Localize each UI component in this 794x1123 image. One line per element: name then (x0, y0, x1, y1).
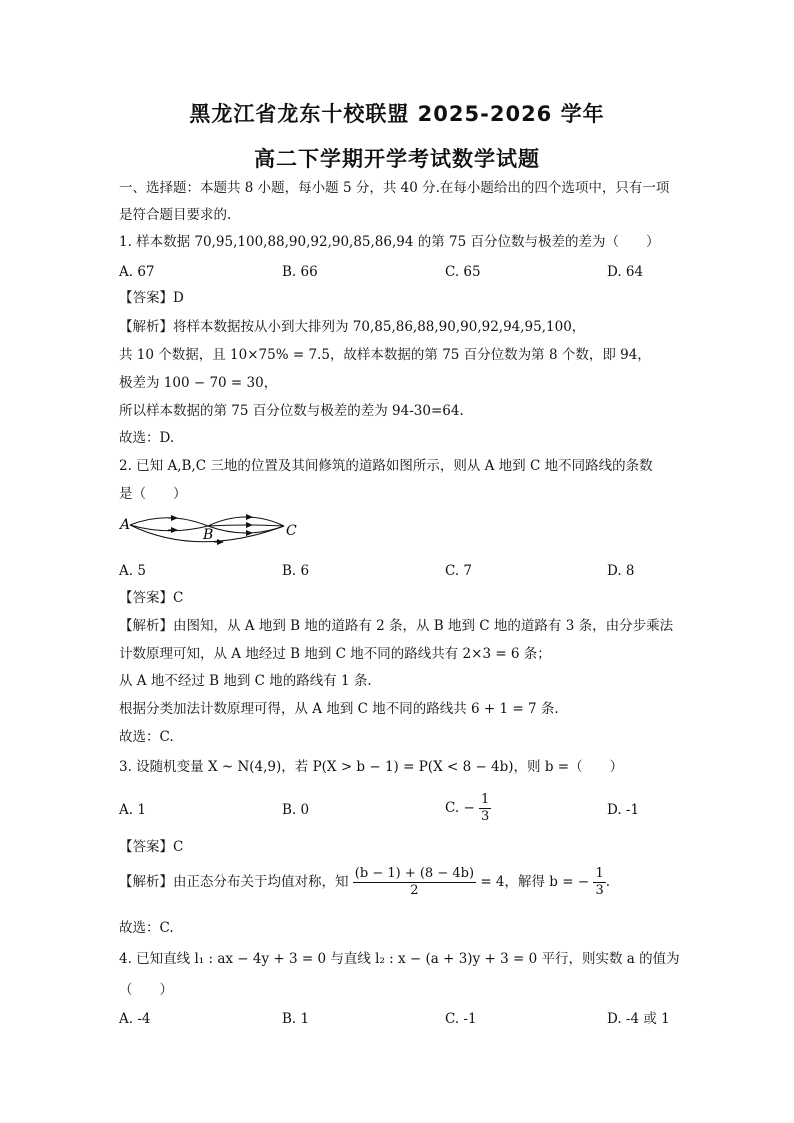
q4-stem-1: 4. 已知直线 l₁ : ax − 4y + 3 = 0 与直线 l₂ : x − (a + 3)y + 3 = 0 平行，则实数 a 的值为 (119, 951, 680, 967)
q3-option-d: D. -1 (607, 802, 640, 818)
q3-option-c-fraction (479, 792, 491, 825)
q1-stem: 1. 样本数据 70,95,100,88,90,92,90,85,86,94 的第 75 百分位数与极差的差为（ ） (119, 234, 660, 250)
q3-stem: 3. 设随机变量 X ~ N(4,9)，若 P(X > b − 1) = P(X < 8 − 4b)，则 b =（ ） (119, 759, 624, 775)
q1-analysis-4: 所以样本数据的第 75 百分位数与极差的差为 94-30=64. (119, 403, 464, 419)
route-diagram (118, 510, 308, 555)
q4-option-d: D. -4 或 1 (607, 1011, 670, 1027)
q2-stem-1: 2. 已知 A,B,C 三地的位置及其间修筑的道路如图所示，则从 A 地到 C 地不同路线的条数 (119, 458, 653, 474)
q2-analysis-1: 【解析】由图知，从 A 地到 B 地的道路有 2 条，从 B 地到 C 地的道路有 3 条，由分步乘法 (119, 618, 674, 634)
road-a-b-upper (130, 518, 208, 526)
q2-analysis-3: 从 A 地不经过 B 地到 C 地的路线有 1 条. (119, 673, 372, 689)
q2-stem-2: 是（ ） (119, 486, 187, 502)
q3-analysis-result-denominator: 3 (595, 883, 604, 898)
q3-analysis-denominator: 2 (410, 883, 419, 898)
section-instructions-2: 是符合题目要求的. (119, 207, 232, 223)
q3-analysis-result-numerator: 1 (595, 866, 604, 881)
title-line-2: 高二下学期开学考试数学试题 (254, 147, 540, 171)
q1-analysis-5: 故选：D. (119, 430, 175, 446)
q3-option-c-numerator: 1 (481, 792, 490, 807)
q2-analysis-4: 根据分类加法计数原理可得，从 A 地到 C 地不同的路线共 6 + 1 = 7 条. (119, 701, 559, 717)
q4-stem-2: （ ） (119, 982, 173, 998)
q2-option-d: D. 8 (607, 563, 635, 579)
q1-analysis-1: 【解析】将样本数据按从小到大排列为 70,85,86,88,90,90,92,94,95,100， (119, 319, 586, 335)
q3-analysis-end: . (605, 874, 611, 890)
q3-analysis-prefix: 【解析】由正态分布关于均值对称，知 (119, 874, 349, 890)
q3-analysis-numerator: (b − 1) + (8 − 4b) (354, 866, 475, 881)
q3-analysis-fraction (353, 866, 476, 899)
q2-analysis-2: 计数原理可知，从 A 地经过 B 地到 C 地不同的路线共有 2×3 = 6 条； (119, 646, 551, 662)
q3-option-b: B. 0 (282, 802, 310, 818)
point-c-label: C (286, 523, 297, 539)
q1-answer: 【答案】D (119, 290, 184, 306)
q1-analysis-2: 共 10 个数据，且 10×75% = 7.5，故样本数据的第 75 百分位数为第 8 个数，即 94， (119, 347, 651, 363)
q3-answer: 【答案】C (119, 839, 184, 855)
q1-analysis-3: 极差为 100 − 70 = 30， (119, 375, 278, 391)
q1-option-c: C. 65 (445, 264, 481, 280)
q2-answer: 【答案】C (119, 590, 184, 606)
q3-option-c-label: C. (445, 800, 460, 816)
point-a-label: A (120, 517, 131, 533)
q4-option-a: A. -4 (119, 1011, 151, 1027)
q3-option-a: A. 1 (119, 802, 146, 818)
q1-option-a: A. 67 (119, 264, 155, 280)
title-line-1: 黑龙江省龙东十校联盟 2025-2026 学年 (189, 102, 605, 126)
q3-option-c (445, 792, 491, 825)
point-b-label: B (203, 527, 214, 543)
q3-analysis-result-fraction (593, 866, 605, 899)
q3-conclusion: 故选：C. (119, 920, 174, 936)
q3-analysis (119, 866, 610, 899)
q4-option-b: B. 1 (282, 1011, 310, 1027)
section-instructions-1: 一、选择题：本题共 8 小题，每小题 5 分，共 40 分.在每小题给出的四个选项中，只有一项 (119, 180, 670, 196)
q2-option-a: A. 5 (119, 563, 146, 579)
q1-option-b: B. 66 (282, 264, 318, 280)
q2-option-b: B. 6 (282, 563, 310, 579)
q4-option-c: C. -1 (445, 1011, 477, 1027)
q1-option-d: D. 64 (607, 264, 644, 280)
q2-analysis-5: 故选：C. (119, 729, 174, 745)
q3-option-c-sign: − (463, 800, 475, 816)
q3-option-c-denominator: 3 (481, 809, 490, 824)
q2-option-c: C. 7 (445, 563, 473, 579)
q3-analysis-mid: = 4，解得 b = − (480, 874, 590, 890)
